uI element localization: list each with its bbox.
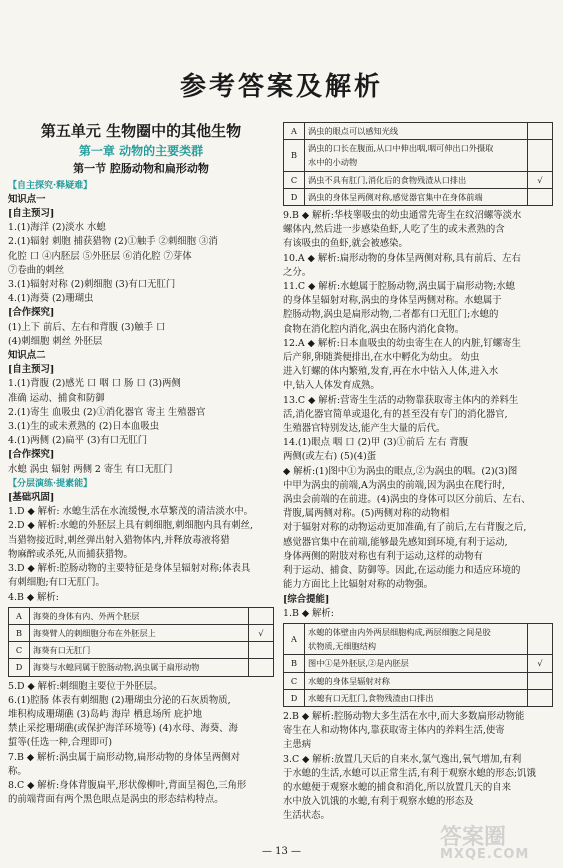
text-line: 13.C ◆ 解析:营寄生生活的动物靠获取寄主体内的养料生 [283,394,519,406]
check-mark [249,659,274,676]
table-row [9,659,274,676]
answer-block-2 [8,491,274,605]
text-line: 堆积构成珊瑚礁 (3)岛屿 海岸 栖息场所 庇护地 [8,708,202,720]
text-line: 中,钻入人体发育成熟。 [283,380,380,392]
option-letter: B [284,140,305,171]
check-mark: √ [528,655,553,672]
text-line: 1.(1)海洋 (2)淡水 水螅 [8,222,106,234]
check-mark [249,607,274,624]
right-column [283,120,553,824]
tag-explore: 【自主探究·释疑难】 [8,180,93,191]
option-text: 水螅的身体呈辐射对称 [305,672,528,689]
text-line: 水中放入饥饿的水螅,有利于观察水螅的形态及 [283,796,474,808]
text-line: 背腹,属两侧对称。(5)两侧对称的动物相 [283,508,450,520]
table-row [284,188,553,205]
check-mark [249,642,274,659]
table-row [284,655,553,672]
text-line: 蜇等(任选一种,合理即可) [8,737,113,749]
text-line: 之分。 [283,266,312,278]
text-line: 4.B ◆ 解析: [8,591,59,603]
option-letter: D [9,659,30,676]
text-line: 4.(1)两侧 (2)扁平 (3)有口无肛门 [8,435,148,447]
text-line: 食物在消化腔内消化,涡虫在肠内消化食物。 [283,323,465,335]
text-line: 3.(1)生的或未煮熟的 (2)日本血吸虫 [8,421,159,433]
table-row [9,642,274,659]
option-text: 涡虫不具有肛门,消化后的食物残渣从口排出 [305,171,528,188]
check-mark [528,188,553,205]
table-row [284,123,553,140]
text-line: 6.(1)腔肠 体表有刺细胞 (2)珊瑚虫分泌的石灰质物质, [8,694,231,706]
check-mark [528,140,553,171]
text-line: 活,消化器官简单或退化,有的甚至没有专门的消化器官, [283,408,508,420]
text-line: (4)刺细胞 刺丝 外胚层 [8,335,103,347]
text-line: 的前端背面有两个黑色眼点是涡虫的形态结构特点。 [8,794,224,806]
option-text: 图中①是外胚层,②是内胚层 [305,655,528,672]
table-row [9,607,274,624]
answer-table-4 [8,607,274,677]
text-line: 5.D ◆ 解析:刺细胞主要位于外胚层。 [8,680,163,692]
option-text: 涡虫的口长在腹面,从口中伸出咽,咽可伸出口外摄取 水中的小动物 [305,140,528,171]
text-line: [基础巩固] [8,492,55,504]
text-line: 1.B ◆ 解析: [283,607,334,619]
text-line: 于水螅的生活,水螅可以正常生活,有利于观察水螅的形态;饥饿 [283,767,536,779]
text-line: 有该吸虫的鱼虾,就会被感染。 [283,238,408,250]
text-line: 生活状态。 [283,810,330,822]
text-line: 化腔 口 ④内胚层 ⑤外胚层 ⑥消化腔 ⑦芽体 [8,250,192,262]
section-comprehensive: [综合提能] [283,593,330,605]
option-text: 水螅有口无肛门,食物残渣由口排出 [305,689,528,706]
option-letter: C [9,642,30,659]
text-line: ⑦卷曲的刺丝 [8,264,65,276]
text-line: 11.C ◆ 解析:水螅属于腔肠动物,涡虫属于扁形动物;水螅 [283,281,516,293]
text-line: 9.B ◆ 解析:华枝睾吸虫的幼虫通常先寄生在纹沼螺等淡水 [283,210,522,222]
option-letter: D [284,188,305,205]
text-line: 7.B ◆ 解析:涡虫属于扁形动物,扁形动物的身体呈两侧对 [8,751,241,763]
answer-block-6 [283,710,553,824]
option-text: 水螅的体壁由内外两层细胞构成,两层细胞之间是胶 状物质,无细胞结构 [305,623,528,654]
text-line: 螺体内,然后进一步感染鱼虾,人吃了生的或未煮熟的含 [283,224,505,236]
text-line: (1)上下 前后、左右和背腹 (3)触手 口 [8,321,166,333]
section-heading: 第一节 腔肠动物和扁形动物 [73,162,209,176]
text-line: 感觉器官集中在前端,能够最先感知到环境,有利于运动, [283,536,508,548]
text-line: 10.A ◆ 解析:扁形动物的身体呈两侧对称,具有前后、左右 [283,252,521,264]
answer-table-comp1 [283,623,553,707]
option-text: 涡虫的眼点可以感知光线 [305,123,528,140]
text-line: 的身体呈辐射对称,涡虫的身体呈两侧对称。水螅属于 [283,295,502,307]
option-letter: D [284,689,305,706]
check-mark: √ [528,171,553,188]
text-line: 利于运动、捕食、防御等。因此,在运动能力和适应环境的 [283,565,521,577]
check-mark: √ [249,624,274,641]
text-line: 准确 运动、捕食和防御 [8,392,105,404]
unit-heading: 第五单元 生物圈中的其他生物 [40,122,242,140]
text-line: 2.(1)辐射 刺胞 捕获猎物 (2)①触手 ②刺细胞 ③消 [8,236,218,248]
text-line: 两侧(或左右) (5)(4)蛋 [283,451,377,463]
text-line: [合作探究] [8,307,55,319]
table-row [284,171,553,188]
text-line: ◆ 解析:(1)图中①为涡虫的眼点,②为涡虫的咽。(2)(3)图 [283,465,518,477]
option-text: 海葵有口无肛门 [30,642,249,659]
text-line: 身体两侧的附肢对称也有利于运动,这样的动物有 [283,550,483,562]
check-mark [528,672,553,689]
text-line: 涡虫会前端的在前进。(4)涡虫的身体可以区分前后、左右、 [283,494,531,506]
text-line: 2.D ◆ 解析:水螅的外胚层上具有刺细胞,刺细胞内具有刺丝, [8,520,254,532]
option-letter: B [9,624,30,641]
answer-block-4 [283,209,553,592]
option-text: 海葵的身体有内、外两个胚层 [30,607,249,624]
text-line: 水螅 涡虫 辐射 两侧 2 寄生 有口无肛门 [8,463,173,475]
text-line: 知识点二 [8,350,46,362]
table-row [9,624,274,641]
text-line: 3.(1)辐射对称 (2)刺细胞 (3)有口无肛门 [8,279,176,291]
text-line: 4.(1)海葵 (2)珊瑚虫 [8,293,94,305]
check-mark [528,689,553,706]
text-line: 当猎物接近时,刺丝弹出射入猎物体内,并释放毒液将猎 [8,534,230,546]
text-line: 寄生在人和动物体内,靠获取寄主体内的养料生活,使寄 [283,725,505,737]
text-line: 12.A ◆ 解析:日本血吸虫的幼虫寄生在人的内脏,钉螺寄生 [283,337,521,349]
table-row [284,623,553,654]
option-letter: B [284,655,305,672]
text-line: 2.B ◆ 解析:腔肠动物大多生活在水中,而大多数扁形动物能 [283,710,525,722]
option-letter: A [284,623,305,654]
check-mark [528,623,553,654]
text-line: 生殖器官特别发达,能产生大量的后代。 [283,423,446,435]
tag-practice: 【分层演练·提素能】 [8,478,93,489]
text-line: [自主预习] [8,364,55,376]
text-line: 1.D ◆ 解析: 水螅生活在水流缓慢,水草繁茂的清洁淡水中。 [8,506,254,518]
text-line: 称。 [8,765,27,777]
table-row [284,140,553,171]
option-text: 海葵与水螅同属于腔肠动物,涡虫属于扁形动物 [30,659,249,676]
text-line: 能力方面比上比辐射对称的动物强。 [283,579,434,591]
text-line: 14.(1)眼点 咽 口 (2)甲 (3)①前后 左右 背腹 [283,437,469,449]
text-line: 后产卵,卵随粪便排出,在水中孵化为幼虫。 幼虫 [283,352,480,364]
option-letter: A [9,607,30,624]
chapter-heading: 第一章 动物的主要类群 [78,144,204,159]
answer-block-1 [8,193,274,477]
check-mark [528,123,553,140]
page-number: — 13 — [261,846,302,857]
text-line: [合作探究] [8,449,55,461]
text-line: 有刺细胞;有口无肛门。 [8,577,105,589]
watermark-logo [440,820,560,866]
text-line: 3.D ◆ 解析:腔肠动物的主要特征是身体呈辐射对称;体表具 [8,563,251,575]
option-letter: A [284,123,305,140]
text-line: 3.C ◆ 解析:放置几天后的自来水,氯气逸出,氧气增加,有利 [283,753,522,765]
watermark-url: MXQE.COM [440,847,530,862]
text-line: 对于辐射对称的动物运动更加准确,有了前后,左右背腹之后, [283,522,527,534]
text-line: [自主预习] [8,208,55,220]
answer-block-3 [8,680,274,808]
option-letter: C [284,171,305,188]
text-line: 的水螅便于观察水螅的捕食和消化,所以放置几天的自来 [283,781,511,793]
text-line: 禁止采挖珊瑚礁(或保护海洋环境等) (4)水母、海葵、海 [8,723,238,735]
text-line: 知识点一 [8,193,46,205]
answer-block-5 [283,607,553,621]
option-text: 涡虫的身体呈两侧对称,感觉器官集中在身体前端 [305,188,528,205]
option-letter: C [284,672,305,689]
text-line: 8.C ◆ 解析:身体背腹扁平,形状像柳叶,背面呈褐色,三角形 [8,779,247,791]
text-line: 主患病 [283,739,312,751]
table-row [284,689,553,706]
text-line: 进入钉螺的体内繁殖,发育,再在水中钻入人体,进入水 [283,366,499,378]
option-text: 海葵臂人的刺细胞分布在外胚层上 [30,624,249,641]
page-title: 参考答案及解析 [179,72,383,102]
text-line: 2.(1)寄生 血吸虫 (2)①消化器官 寄主 生殖器官 [8,406,206,418]
table-row [284,672,553,689]
watermark-text: 答案圈 [440,825,507,850]
text-line: 1.(1)背腹 (2)感光 口 咽 口 肠 口 (3)两侧 [8,378,181,390]
text-line: 中甲为涡虫的前端,A为涡虫的前端,因为涡虫在爬行时, [283,479,505,491]
answer-table-8 [283,122,553,206]
text-line: 物麻醉或杀死,从而捕获猎物。 [8,548,133,560]
left-column [8,120,274,807]
text-line: 腔肠动物,涡虫是扁形动物,二者都有口无肛门;水螅的 [283,309,499,321]
